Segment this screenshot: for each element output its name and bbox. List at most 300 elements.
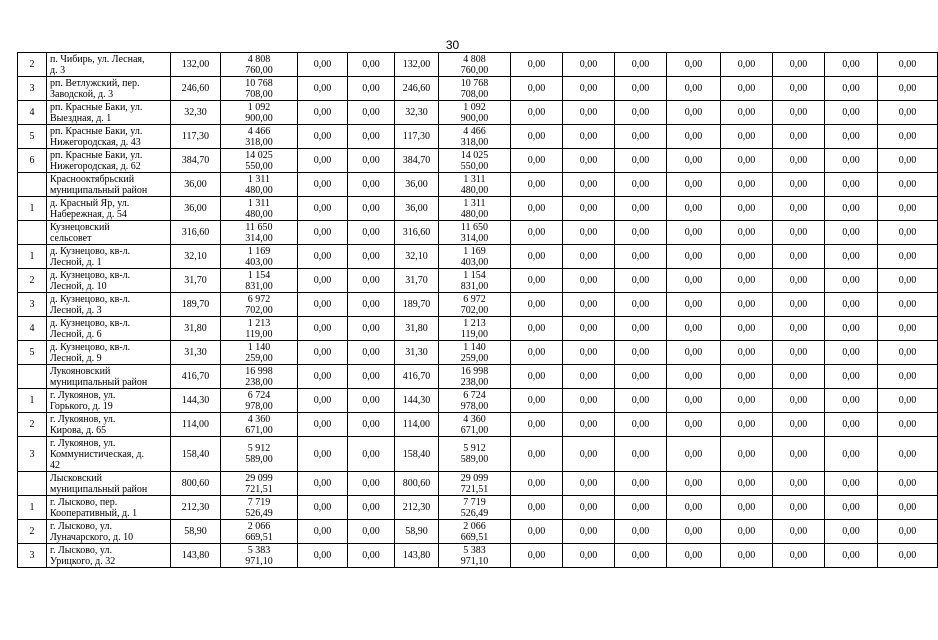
- value-cell: 0,00: [721, 520, 773, 544]
- cost-cell: [221, 197, 298, 221]
- value-cell: 0,00: [721, 221, 773, 245]
- value-cell: 0,00: [511, 293, 563, 317]
- cost-cell-line: 702,00: [460, 304, 489, 316]
- value-cell: 0,00: [511, 437, 563, 472]
- row-number-cell: 2: [18, 269, 47, 293]
- value-cell: 0,00: [825, 341, 878, 365]
- value-cell: 0,00: [511, 472, 563, 496]
- address-cell-line: рп. Красные Баки, ул.: [50, 101, 143, 113]
- row-number-cell: 1: [18, 389, 47, 413]
- value-cell: 0,00: [348, 77, 395, 101]
- value-cell: 0,00: [878, 125, 938, 149]
- row-number-cell: 1: [18, 496, 47, 520]
- value-cell: 0,00: [563, 413, 615, 437]
- area-cell: 58,90: [395, 520, 439, 544]
- value-cell: 0,00: [298, 365, 348, 389]
- value-cell: 0,00: [563, 544, 615, 568]
- cost-cell-line: 10 768: [460, 77, 489, 89]
- address-cell-line: Нижегородская, д. 62: [50, 160, 141, 172]
- table-row: [18, 149, 938, 173]
- value-cell: 0,00: [878, 544, 938, 568]
- value-cell: 0,00: [615, 245, 667, 269]
- value-cell: 0,00: [615, 520, 667, 544]
- cost-cell-line: 4 466: [247, 125, 271, 137]
- table-row: [18, 365, 938, 389]
- row-number-cell: 2: [18, 413, 47, 437]
- value-cell: 0,00: [615, 149, 667, 173]
- area-cell: 32,30: [171, 101, 221, 125]
- value-cell: 0,00: [825, 101, 878, 125]
- cost-cell-line: 119,00: [460, 328, 489, 340]
- row-number-cell: 3: [18, 77, 47, 101]
- value-cell: 0,00: [615, 53, 667, 77]
- area-cell: 246,60: [171, 77, 221, 101]
- value-cell: 0,00: [615, 413, 667, 437]
- value-cell: 0,00: [721, 413, 773, 437]
- cost-cell-line: 2 066: [463, 520, 486, 532]
- table-row: [18, 520, 938, 544]
- value-cell: 0,00: [773, 77, 825, 101]
- area-cell: 416,70: [395, 365, 439, 389]
- area-cell: 36,00: [171, 173, 221, 197]
- value-cell: 0,00: [667, 472, 721, 496]
- cost-cell-line: 526,49: [245, 507, 273, 519]
- area-cell: 800,60: [171, 472, 221, 496]
- cost-cell-line: 7 719: [463, 496, 486, 508]
- value-cell: 0,00: [615, 496, 667, 520]
- address-cell: [47, 149, 171, 173]
- area-cell: 114,00: [395, 413, 439, 437]
- value-cell: 0,00: [667, 341, 721, 365]
- value-cell: 0,00: [721, 53, 773, 77]
- value-cell: 0,00: [667, 53, 721, 77]
- cost-cell: [221, 53, 298, 77]
- value-cell: 0,00: [348, 496, 395, 520]
- value-cell: 0,00: [615, 125, 667, 149]
- value-cell: 0,00: [563, 389, 615, 413]
- value-cell: 0,00: [511, 341, 563, 365]
- value-cell: 0,00: [773, 413, 825, 437]
- value-cell: 0,00: [563, 197, 615, 221]
- address-cell-line: Набережная, д. 54: [50, 208, 127, 220]
- value-cell: 0,00: [348, 317, 395, 341]
- cost-cell-line: 4 360: [463, 413, 486, 425]
- value-cell: 0,00: [348, 472, 395, 496]
- value-cell: 0,00: [563, 149, 615, 173]
- value-cell: 0,00: [773, 269, 825, 293]
- cost-cell-line: 4 808: [247, 53, 271, 65]
- value-cell: 0,00: [298, 544, 348, 568]
- value-cell: 0,00: [773, 389, 825, 413]
- value-cell: 0,00: [878, 293, 938, 317]
- cost-cell-line: 1 092: [247, 101, 271, 113]
- value-cell: 0,00: [511, 245, 563, 269]
- address-cell: [47, 520, 171, 544]
- row-number-cell: 1: [18, 197, 47, 221]
- address-cell: [47, 496, 171, 520]
- area-cell: 114,00: [171, 413, 221, 437]
- cost-cell-line: 318,00: [460, 136, 489, 148]
- cost-cell-line: 1 311: [247, 197, 271, 209]
- value-cell: 0,00: [773, 173, 825, 197]
- value-cell: 0,00: [825, 496, 878, 520]
- area-cell: 158,40: [395, 437, 439, 472]
- value-cell: 0,00: [563, 245, 615, 269]
- address-cell-line: г. Лукоянов, ул.: [50, 413, 116, 425]
- area-cell: 212,30: [395, 496, 439, 520]
- address-cell-line: д. Кузнецово, кв-л.: [50, 341, 131, 353]
- value-cell: 0,00: [721, 365, 773, 389]
- cost-cell-line: 721,51: [460, 483, 489, 495]
- table-row: [18, 245, 938, 269]
- cost-cell-line: 480,00: [245, 184, 273, 196]
- cost-cell-line: 1 154: [247, 269, 271, 281]
- value-cell: 0,00: [721, 496, 773, 520]
- area-cell: 143,80: [395, 544, 439, 568]
- value-cell: 0,00: [563, 472, 615, 496]
- value-cell: 0,00: [511, 496, 563, 520]
- area-cell: 117,30: [395, 125, 439, 149]
- value-cell: 0,00: [511, 197, 563, 221]
- cost-cell-line: 978,00: [245, 400, 273, 412]
- address-cell-line: Кузнецовский: [50, 221, 110, 233]
- cost-cell-line: 5 383: [463, 544, 486, 556]
- value-cell: 0,00: [721, 544, 773, 568]
- value-cell: 0,00: [825, 245, 878, 269]
- value-cell: 0,00: [511, 413, 563, 437]
- address-cell-line: Луначарского, д. 10: [50, 531, 134, 543]
- cost-cell-line: 1 311: [463, 173, 486, 185]
- cost-cell-line: 1 213: [247, 317, 271, 329]
- address-cell-line: г. Лысково, пер.: [50, 496, 118, 508]
- value-cell: 0,00: [615, 197, 667, 221]
- value-cell: 0,00: [878, 389, 938, 413]
- value-cell: 0,00: [298, 125, 348, 149]
- value-cell: 0,00: [615, 269, 667, 293]
- value-cell: 0,00: [878, 437, 938, 472]
- value-cell: 0,00: [773, 101, 825, 125]
- cost-cell-line: 1 213: [463, 317, 486, 329]
- value-cell: 0,00: [348, 53, 395, 77]
- value-cell: 0,00: [721, 389, 773, 413]
- address-cell-line: Лысковский: [50, 472, 102, 484]
- value-cell: 0,00: [721, 197, 773, 221]
- cost-cell-line: 1 140: [247, 341, 271, 353]
- value-cell: 0,00: [825, 437, 878, 472]
- value-cell: 0,00: [511, 389, 563, 413]
- area-cell: 36,00: [395, 197, 439, 221]
- table-row: [18, 341, 938, 365]
- value-cell: 0,00: [878, 53, 938, 77]
- value-cell: 0,00: [563, 437, 615, 472]
- cost-cell-line: 900,00: [460, 112, 489, 124]
- area-cell: 189,70: [171, 293, 221, 317]
- value-cell: 0,00: [563, 293, 615, 317]
- area-cell: 416,70: [171, 365, 221, 389]
- cost-cell-line: 29 099: [460, 472, 489, 484]
- table-row: [18, 173, 938, 197]
- value-cell: 0,00: [563, 496, 615, 520]
- value-cell: 0,00: [511, 520, 563, 544]
- address-cell-line: муниципальный район: [50, 184, 148, 196]
- cost-cell-line: 5 383: [247, 544, 271, 556]
- cost-cell-line: 6 972: [247, 293, 271, 305]
- cost-cell-line: 721,51: [245, 483, 273, 495]
- cost-cell-line: 4 808: [463, 53, 486, 65]
- address-cell: [47, 293, 171, 317]
- value-cell: 0,00: [563, 77, 615, 101]
- table-row: [18, 197, 938, 221]
- value-cell: 0,00: [615, 544, 667, 568]
- value-cell: 0,00: [773, 544, 825, 568]
- cost-cell-line: 403,00: [245, 256, 273, 268]
- cost-cell: [439, 53, 511, 77]
- cost-cell: [439, 472, 511, 496]
- area-cell: 31,80: [395, 317, 439, 341]
- value-cell: 0,00: [298, 173, 348, 197]
- value-cell: 0,00: [825, 77, 878, 101]
- value-cell: 0,00: [773, 472, 825, 496]
- value-cell: 0,00: [348, 245, 395, 269]
- value-cell: 0,00: [721, 173, 773, 197]
- cost-cell: [221, 101, 298, 125]
- area-cell: 117,30: [171, 125, 221, 149]
- cost-cell-line: 708,00: [460, 88, 489, 100]
- table-row: [18, 413, 938, 437]
- cost-cell-line: 238,00: [245, 376, 273, 388]
- area-cell: 32,30: [395, 101, 439, 125]
- value-cell: 0,00: [667, 173, 721, 197]
- value-cell: 0,00: [615, 341, 667, 365]
- cost-cell-line: 550,00: [245, 160, 273, 172]
- cost-cell-line: 1 169: [463, 245, 486, 257]
- value-cell: 0,00: [825, 269, 878, 293]
- cost-cell-line: 5 912: [247, 443, 271, 454]
- cost-cell-line: 314,00: [460, 232, 489, 244]
- area-cell: 158,40: [171, 437, 221, 472]
- address-cell-line: Лесной, д. 3: [50, 304, 102, 316]
- address-cell: [47, 413, 171, 437]
- address-cell-line: д. Кузнецово, кв-л.: [50, 293, 131, 305]
- value-cell: 0,00: [878, 520, 938, 544]
- address-cell-line: Лесной, д. 6: [50, 328, 102, 340]
- value-cell: 0,00: [825, 197, 878, 221]
- value-cell: 0,00: [667, 389, 721, 413]
- value-cell: 0,00: [563, 173, 615, 197]
- address-cell-line: сельсовет: [50, 232, 92, 244]
- area-cell: 246,60: [395, 77, 439, 101]
- cost-cell: [439, 341, 511, 365]
- area-cell: 36,00: [171, 197, 221, 221]
- address-cell-line: Лесной, д. 1: [50, 256, 102, 268]
- value-cell: 0,00: [348, 269, 395, 293]
- cost-cell-line: 1 311: [247, 173, 271, 185]
- table-body: [18, 53, 938, 568]
- row-number-cell: 5: [18, 341, 47, 365]
- value-cell: 0,00: [773, 437, 825, 472]
- value-cell: 0,00: [773, 520, 825, 544]
- value-cell: 0,00: [298, 293, 348, 317]
- cost-cell: [439, 544, 511, 568]
- cost-cell-line: 259,00: [245, 352, 273, 364]
- cost-cell-line: 971,10: [245, 555, 273, 567]
- address-cell-line: 42: [50, 459, 60, 471]
- value-cell: 0,00: [773, 221, 825, 245]
- value-cell: 0,00: [298, 389, 348, 413]
- table-row: [18, 53, 938, 77]
- address-cell: [47, 101, 171, 125]
- address-cell-line: Заводской, д. 3: [50, 88, 114, 100]
- value-cell: 0,00: [298, 341, 348, 365]
- area-cell: 212,30: [171, 496, 221, 520]
- value-cell: 0,00: [563, 341, 615, 365]
- value-cell: 0,00: [615, 437, 667, 472]
- cost-cell: [439, 221, 511, 245]
- value-cell: 0,00: [298, 317, 348, 341]
- value-cell: 0,00: [825, 125, 878, 149]
- cost-cell-line: 119,00: [245, 328, 273, 340]
- value-cell: 0,00: [563, 365, 615, 389]
- area-cell: 144,30: [171, 389, 221, 413]
- cost-cell: [439, 413, 511, 437]
- value-cell: 0,00: [615, 317, 667, 341]
- value-cell: 0,00: [348, 389, 395, 413]
- cost-cell-line: 480,00: [460, 184, 489, 196]
- row-number-cell: 1: [18, 245, 47, 269]
- value-cell: 0,00: [667, 101, 721, 125]
- table-row: [18, 317, 938, 341]
- row-number-cell: 3: [18, 544, 47, 568]
- value-cell: 0,00: [878, 317, 938, 341]
- value-cell: 0,00: [878, 197, 938, 221]
- value-cell: 0,00: [511, 53, 563, 77]
- cost-cell-line: 1 092: [463, 101, 486, 113]
- value-cell: 0,00: [773, 125, 825, 149]
- value-cell: 0,00: [721, 293, 773, 317]
- row-number-cell: 3: [18, 437, 47, 472]
- address-cell: [47, 437, 171, 472]
- row-number-cell: 2: [18, 53, 47, 77]
- address-cell-line: Лесной, д. 9: [50, 352, 102, 364]
- area-cell: 31,70: [171, 269, 221, 293]
- cost-cell-line: 978,00: [460, 400, 489, 412]
- area-cell: 31,30: [395, 341, 439, 365]
- address-cell: [47, 125, 171, 149]
- table-row: [18, 101, 938, 125]
- address-cell-line: г. Лукоянов, ул.: [50, 437, 116, 449]
- address-cell: [47, 221, 171, 245]
- cost-cell-line: 16 998: [245, 365, 273, 377]
- value-cell: 0,00: [511, 149, 563, 173]
- address-cell-line: рп. Красные Баки, ул.: [50, 125, 143, 137]
- value-cell: 0,00: [667, 245, 721, 269]
- cost-cell: [221, 413, 298, 437]
- cost-cell: [439, 149, 511, 173]
- value-cell: 0,00: [667, 496, 721, 520]
- area-cell: 143,80: [171, 544, 221, 568]
- cost-cell-line: 4 466: [463, 125, 486, 137]
- address-cell: [47, 245, 171, 269]
- cost-cell-line: 480,00: [460, 208, 489, 220]
- value-cell: 0,00: [721, 317, 773, 341]
- address-cell-line: муниципальный район: [50, 376, 148, 388]
- row-number-cell: [18, 221, 47, 245]
- value-cell: 0,00: [298, 245, 348, 269]
- value-cell: 0,00: [615, 77, 667, 101]
- value-cell: 0,00: [298, 413, 348, 437]
- address-cell: [47, 365, 171, 389]
- value-cell: 0,00: [511, 101, 563, 125]
- address-cell-line: Кооперативный, д. 1: [50, 507, 138, 519]
- value-cell: 0,00: [348, 221, 395, 245]
- cost-cell-line: 318,00: [245, 136, 273, 148]
- value-cell: 0,00: [878, 173, 938, 197]
- value-cell: 0,00: [825, 221, 878, 245]
- address-cell-line: д. Красный Яр, ул.: [50, 197, 130, 209]
- value-cell: 0,00: [563, 221, 615, 245]
- cost-cell-line: 6 972: [463, 293, 486, 305]
- address-cell: [47, 389, 171, 413]
- area-cell: 316,60: [395, 221, 439, 245]
- cost-cell-line: 708,00: [245, 88, 273, 100]
- value-cell: 0,00: [563, 520, 615, 544]
- area-cell: 31,30: [171, 341, 221, 365]
- cost-cell: [439, 317, 511, 341]
- cost-cell: [439, 101, 511, 125]
- address-cell-line: Выездная, д. 1: [50, 112, 112, 124]
- value-cell: 0,00: [298, 221, 348, 245]
- value-cell: 0,00: [348, 197, 395, 221]
- value-cell: 0,00: [348, 149, 395, 173]
- address-cell-line: Урицкого, д. 32: [50, 555, 116, 567]
- cost-cell-line: 11 650: [245, 221, 273, 233]
- address-cell: [47, 197, 171, 221]
- value-cell: 0,00: [298, 437, 348, 472]
- value-cell: 0,00: [825, 149, 878, 173]
- row-number-cell: [18, 173, 47, 197]
- value-cell: 0,00: [878, 149, 938, 173]
- cost-cell: [221, 245, 298, 269]
- value-cell: 0,00: [348, 341, 395, 365]
- value-cell: 0,00: [298, 53, 348, 77]
- cost-cell: [439, 496, 511, 520]
- cost-cell-line: 10 768: [245, 77, 273, 89]
- row-number-cell: [18, 365, 47, 389]
- row-number-cell: [18, 472, 47, 496]
- value-cell: 0,00: [878, 341, 938, 365]
- address-cell: [47, 341, 171, 365]
- value-cell: 0,00: [825, 173, 878, 197]
- value-cell: 0,00: [667, 269, 721, 293]
- value-cell: 0,00: [667, 544, 721, 568]
- address-cell: [47, 317, 171, 341]
- value-cell: 0,00: [348, 544, 395, 568]
- cost-cell: [439, 197, 511, 221]
- cost-cell: [439, 365, 511, 389]
- value-cell: 0,00: [878, 101, 938, 125]
- cost-cell-line: 550,00: [460, 160, 489, 172]
- cost-cell-line: 971,10: [460, 555, 489, 567]
- value-cell: 0,00: [511, 77, 563, 101]
- cost-cell: [439, 520, 511, 544]
- cost-cell-line: 480,00: [245, 208, 273, 220]
- cost-cell-line: 526,49: [460, 507, 489, 519]
- value-cell: 0,00: [298, 472, 348, 496]
- value-cell: 0,00: [511, 221, 563, 245]
- cost-cell: [439, 173, 511, 197]
- area-cell: 32,10: [171, 245, 221, 269]
- value-cell: 0,00: [298, 197, 348, 221]
